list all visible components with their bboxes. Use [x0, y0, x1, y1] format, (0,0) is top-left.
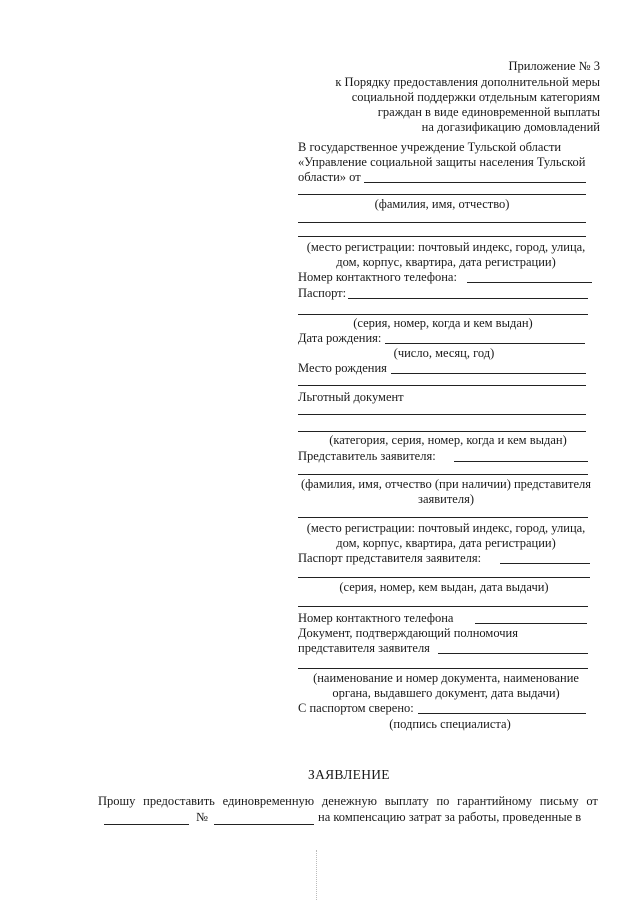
appendix-title: Приложение № 3 — [508, 59, 600, 73]
statement-word: предоставить — [143, 794, 215, 808]
phone-field[interactable] — [467, 282, 592, 283]
benefit-doc-field-2[interactable] — [298, 431, 586, 432]
representative-label: Представитель заявителя: — [298, 449, 436, 463]
verified-label: С паспортом сверено: — [298, 701, 414, 715]
benefit-doc-label: Льготный документ — [298, 390, 404, 404]
registration-field-2[interactable] — [298, 236, 586, 237]
statement-word: денежную — [321, 794, 377, 808]
rep-phone-label: Номер контактного телефона — [298, 611, 454, 625]
fio-caption: (фамилия, имя, отчество) — [374, 197, 510, 211]
passport-field[interactable] — [348, 298, 588, 299]
rep-fio-caption: (фамилия, имя, отчество (при наличии) представителя — [301, 477, 591, 491]
rep-fio-caption: заявителя) — [418, 492, 474, 506]
rep-registration-caption: (место регистрации: почтовый индекс, город, улица, — [306, 521, 586, 535]
addressee-line-2: «Управление социальной защиты населения Тульской — [298, 155, 586, 169]
statement-line-2-tail: на компенсацию затрат за работы, проведенные в — [318, 810, 582, 824]
applicant-name-field[interactable] — [364, 182, 586, 183]
birth-place-field-2[interactable] — [298, 385, 586, 386]
addressee-line-1: В государственное учреждение Тульской области — [298, 140, 562, 154]
registration-caption: (место регистрации: почтовый индекс, город, улица, — [306, 240, 586, 254]
passport-field-2[interactable] — [298, 314, 588, 315]
header-line: к Порядку предоставления дополнительной меры — [335, 75, 600, 89]
rep-phone-field[interactable] — [475, 623, 587, 624]
letter-date-field[interactable] — [104, 824, 189, 825]
statement-word: выплату — [384, 794, 429, 808]
birth-date-field[interactable] — [385, 343, 585, 344]
applicant-name-field-2[interactable] — [298, 194, 586, 195]
authority-doc-field[interactable] — [438, 653, 588, 654]
rep-registration-caption: дом, корпус, квартира, дата регистрации) — [336, 536, 556, 550]
statement-word: письму — [539, 794, 579, 808]
statement-title: ЗАЯВЛЕНИЕ — [308, 767, 390, 782]
representative-field-2[interactable] — [298, 474, 588, 475]
addressee-line-3: области» от — [298, 170, 361, 184]
header-line: на догазификацию домовладений — [421, 120, 600, 134]
number-sign: № — [196, 810, 208, 824]
passport-label: Паспорт: — [298, 286, 347, 300]
birth-date-label: Дата рождения: — [298, 331, 382, 345]
registration-caption: дом, корпус, квартира, дата регистрации) — [336, 255, 556, 269]
statement-word: гарантийному — [457, 794, 533, 808]
benefit-doc-caption: (категория, серия, номер, когда и кем выдан) — [329, 433, 567, 447]
birth-date-caption: (число, месяц, год) — [393, 346, 495, 360]
authority-doc-caption: органа, выдавшего документ, дата выдачи) — [332, 686, 560, 700]
rep-passport-label: Паспорт представителя заявителя: — [298, 551, 482, 565]
rep-passport-field[interactable] — [500, 563, 590, 564]
authority-doc-label: представителя заявителя — [298, 641, 430, 655]
birth-place-label: Место рождения — [298, 361, 387, 375]
rep-passport-field-2[interactable] — [298, 577, 590, 578]
registration-field-1[interactable] — [298, 222, 586, 223]
header-line: граждан в виде единовременной выплаты — [377, 105, 600, 119]
authority-doc-caption: (наименование и номер документа, наименование — [313, 671, 579, 685]
passport-caption: (серия, номер, когда и кем выдан) — [353, 316, 533, 330]
letter-number-field[interactable] — [214, 824, 314, 825]
statement-word: по — [436, 794, 450, 808]
header-line: социальной поддержки отдельным категориям — [351, 90, 600, 104]
benefit-doc-field-1[interactable] — [298, 414, 586, 415]
birth-place-field[interactable] — [391, 373, 586, 374]
authority-doc-label: Документ, подтверждающий полномочия — [298, 626, 518, 640]
statement-word: от — [586, 794, 598, 808]
rep-passport-caption: (серия, номер, кем выдан, дата выдачи) — [339, 580, 549, 594]
representative-field[interactable] — [454, 461, 588, 462]
statement-word: Прошу — [98, 794, 136, 808]
phone-label: Номер контактного телефона: — [298, 270, 457, 284]
authority-doc-field-2[interactable] — [298, 668, 588, 669]
rep-passport-field-3[interactable] — [298, 606, 588, 607]
scan-artifact — [316, 850, 318, 900]
statement-word: единовременную — [222, 794, 315, 808]
signature-caption: (подпись специалиста) — [389, 717, 511, 731]
rep-registration-field[interactable] — [298, 517, 588, 518]
verified-signature-field[interactable] — [418, 713, 586, 714]
